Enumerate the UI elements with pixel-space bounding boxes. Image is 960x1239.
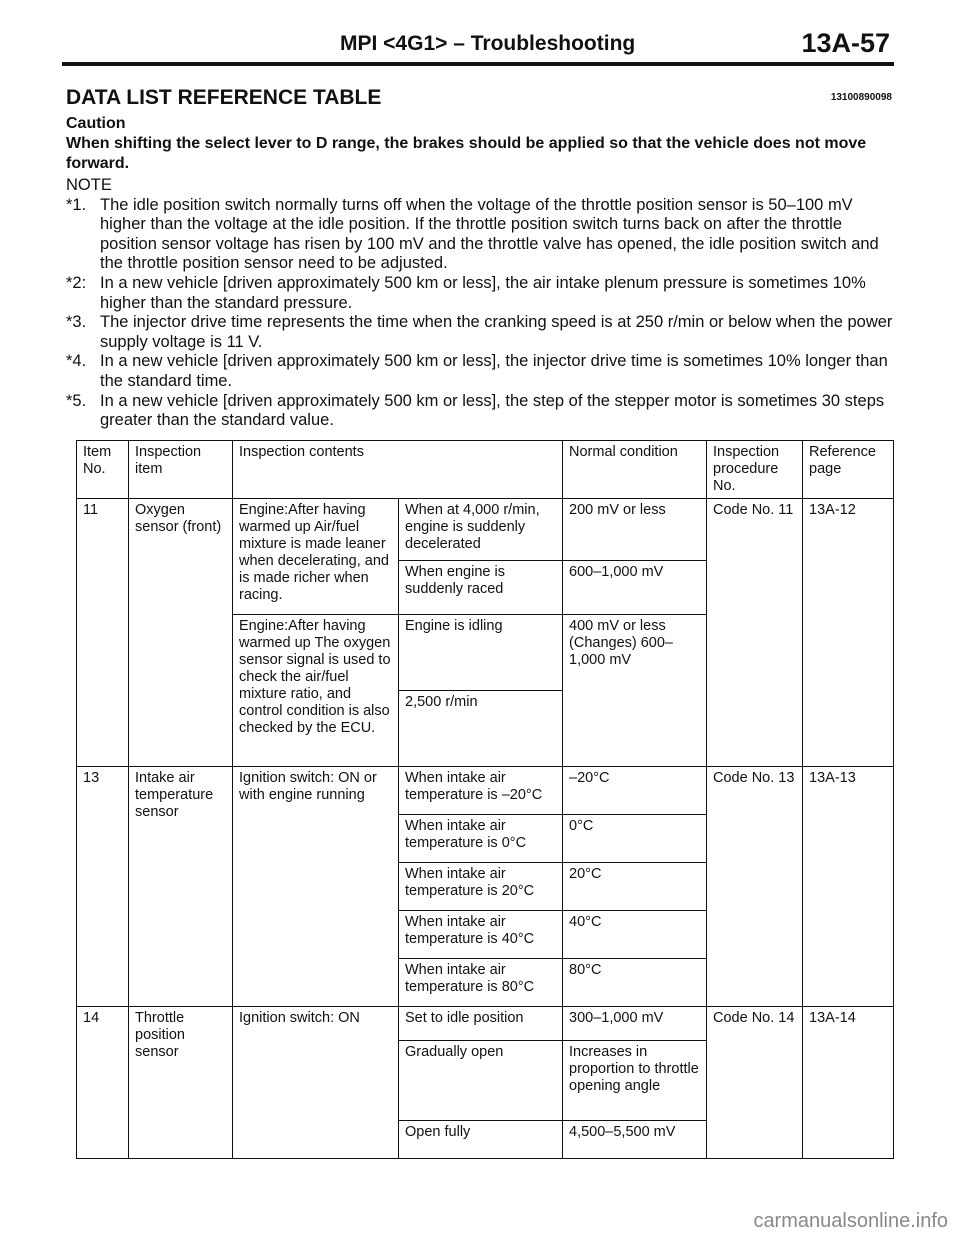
normal-condition-cell: 80°C [563, 959, 707, 1007]
inspection-contents-cell: Engine:After having warmed up Air/fuel mixture is made leaner when decelerating, and is made richer when racing. [233, 499, 399, 615]
inspection-item-cell: Oxygen sensor (front) [129, 499, 233, 767]
header-normal-condition: Normal condition [563, 441, 707, 499]
condition-cell: Engine is idling [399, 615, 563, 691]
header-reference-page: Reference page [803, 441, 894, 499]
condition-cell: When intake air temperature is 20°C [399, 863, 563, 911]
condition-cell: When at 4,000 r/min, engine is suddenly decelerated [399, 499, 563, 561]
caution-block [66, 114, 896, 174]
normal-condition-cell: –20°C [563, 767, 707, 815]
normal-condition-cell: 40°C [563, 911, 707, 959]
note-marker: *5. [66, 391, 87, 410]
condition-cell: Gradually open [399, 1041, 563, 1121]
note-marker: *1. [66, 195, 87, 214]
note-item [66, 313, 898, 352]
normal-condition-cell: Increases in proportion to throttle opening angle [563, 1041, 707, 1121]
note-text: In a new vehicle [driven approximately 500 km or less], the air intake plenum pressure is sometimes 10% higher than the standard pressure. [100, 273, 866, 312]
note-marker: *4. [66, 352, 87, 371]
table-row [77, 1007, 894, 1041]
watermark: carmanualsonline.info [753, 1210, 948, 1232]
header-inspection-item: Inspection item [129, 441, 233, 499]
procedure-cell: Code No. 11 [707, 499, 803, 767]
item-no-cell: 11 [77, 499, 129, 767]
section-title: DATA LIST REFERENCE TABLE [66, 86, 382, 109]
condition-cell: 2,500 r/min [399, 691, 563, 767]
note-marker: *3. [66, 313, 87, 332]
normal-condition-cell: 200 mV or less [563, 499, 707, 561]
procedure-cell: Code No. 13 [707, 767, 803, 1007]
table-row [77, 767, 894, 815]
condition-cell: When intake air temperature is 80°C [399, 959, 563, 1007]
note-item [66, 392, 898, 431]
condition-cell: Open fully [399, 1121, 563, 1159]
normal-condition-cell: 400 mV or less (Changes) 600–1,000 mV [563, 615, 707, 767]
normal-condition-cell: 0°C [563, 815, 707, 863]
inspection-contents-cell: Engine:After having warmed up The oxygen sensor signal is used to check the air/fuel mixture ratio, and control condition is also checked by the ECU. [233, 615, 399, 767]
reference-page-cell: 13A-14 [803, 1007, 894, 1159]
caution-label: Caution [66, 115, 126, 132]
header-procedure-no: Inspection procedure No. [707, 441, 803, 499]
note-item [66, 274, 898, 313]
document-code: 13100890098 [830, 92, 892, 103]
page-number: 13A-57 [801, 28, 890, 58]
condition-cell: When intake air temperature is 0°C [399, 815, 563, 863]
note-text: The injector drive time represents the time when the cranking speed is at 250 r/min or below when the power supply voltage is 11 V. [100, 313, 893, 351]
data-list-table [76, 440, 894, 1159]
header-inspection-contents: Inspection contents [233, 441, 563, 499]
note-block [66, 176, 898, 431]
reference-page-cell: 13A-12 [803, 499, 894, 767]
condition-cell: When intake air temperature is –20°C [399, 767, 563, 815]
note-marker: *2: [66, 273, 87, 292]
note-item [66, 196, 898, 274]
table-header-row [77, 441, 894, 499]
item-no-cell: 13 [77, 767, 129, 1007]
note-text: In a new vehicle [driven approximately 500 km or less], the injector drive time is sometimes 10% longer than the standard time. [100, 352, 888, 390]
inspection-contents-cell: Ignition switch: ON [233, 1007, 399, 1159]
note-label: NOTE [66, 176, 112, 194]
note-text: In a new vehicle [driven approximately 500 km or less], the step of the stepper motor is sometimes 30 steps greater than the standard value. [100, 391, 885, 430]
inspection-item-cell: Throttle position sensor [129, 1007, 233, 1159]
normal-condition-cell: 20°C [563, 863, 707, 911]
header-rule [62, 62, 894, 66]
inspection-contents-cell: Ignition switch: ON or with engine running [233, 767, 399, 1007]
header-item-no: Item No. [77, 441, 129, 499]
caution-text: When shifting the select lever to D range, the brakes should be applied so that the vehicle does not move forward. [66, 135, 867, 172]
condition-cell: Set to idle position [399, 1007, 563, 1041]
procedure-cell: Code No. 14 [707, 1007, 803, 1159]
normal-condition-cell: 4,500–5,500 mV [563, 1121, 707, 1159]
reference-page-cell: 13A-13 [803, 767, 894, 1007]
page-header-title: MPI <4G1> – Troubleshooting [340, 32, 636, 55]
condition-cell: When intake air temperature is 40°C [399, 911, 563, 959]
condition-cell: When engine is suddenly raced [399, 561, 563, 615]
inspection-item-cell: Intake air temperature sensor [129, 767, 233, 1007]
note-text: The idle position switch normally turns off when the voltage of the throttle position sensor is 50–100 mV higher than the voltage at the idle position. If the throttle position switch turns back on after the throttle position sensor voltage has risen by 100 mV and the throttle valve has opened, the idle position switch and the throttle position sensor need to be adjusted. [100, 195, 879, 273]
item-no-cell: 14 [77, 1007, 129, 1159]
note-item [66, 352, 898, 391]
normal-condition-cell: 600–1,000 mV [563, 561, 707, 615]
table-row [77, 499, 894, 561]
normal-condition-cell: 300–1,000 mV [563, 1007, 707, 1041]
